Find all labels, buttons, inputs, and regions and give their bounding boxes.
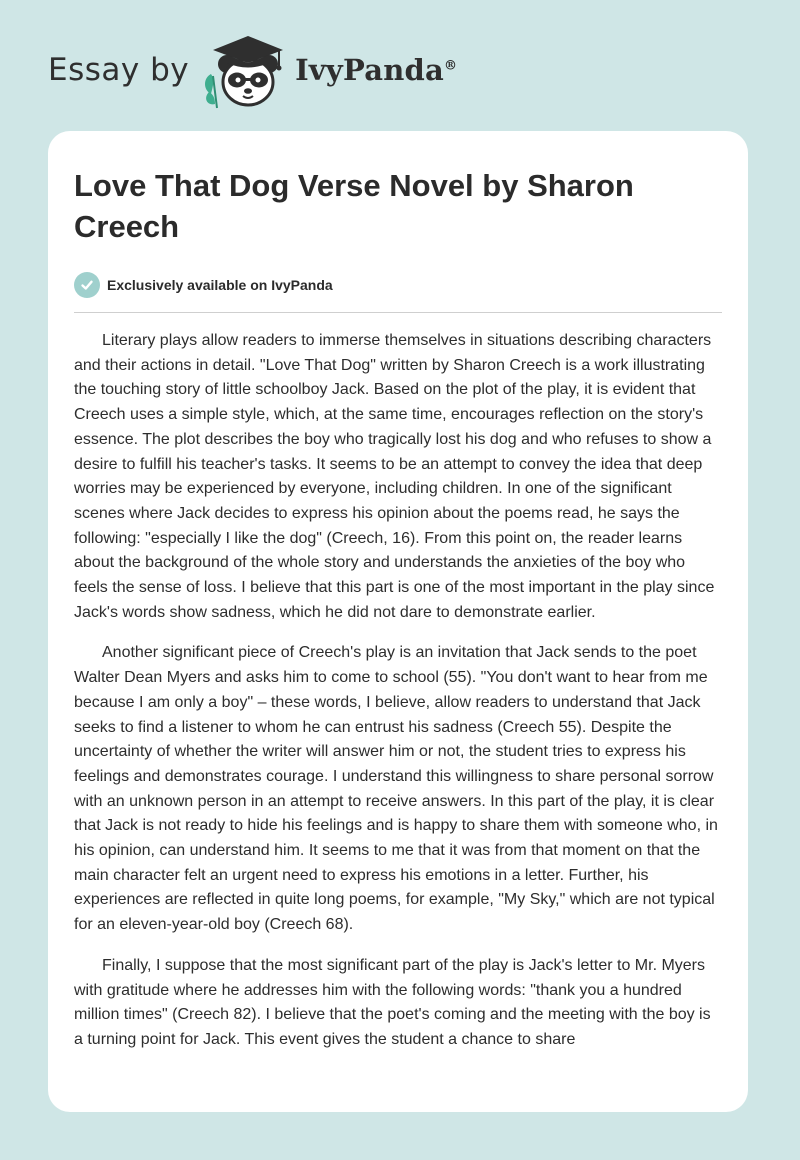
- divider: [74, 312, 722, 313]
- panda-graduate-icon[interactable]: [199, 30, 291, 110]
- paragraph-1: Literary plays allow readers to immerse themselves in situations describing characters and their actions in detail. "Love That Dog" written by Sharon Creech is a work illustrating the touching story of little schoolboy Jack. Based on the plot of the play, it is evident that Creech uses a simple style, which, at the same time, encourages reflection on the story's essence. The plot describes the boy who tragically lost his dog and who refuses to show a desire to fulfill his teacher's tasks. It seems to be an attempt to convey the idea that deep worries may be experienced by everyone, including children. In one of the significant scenes where Jack decides to express his opinion about the poems read, he says the following: "especially I like the dog" (Creech, 16). From this point on, the reader learns about the background of the whole story and understands the anxieties of the boy who feels the sense of loss. I believe that this part is one of the most important in the play since Jack's words show sadness, which he did not dare to demonstrate earlier.: [74, 332, 715, 621]
- brand-name[interactable]: [295, 53, 457, 87]
- paragraph-2: Another significant piece of Creech's play is an invitation that Jack sends to the poet Walter Dean Myers and asks him to come to school (55). "You don't want to hear from me because I am only a boy" – these words, I believe, allow readers to understand that Jack seeks to find a listener to whom he can entrust his sadness (Creech 55). Despite the uncertainty of whether the writer will answer him or not, the student tries to express his feelings and demonstrates courage. I understand this willingness to share personal sorrow with an unknown person in an attempt to receive answers. In this part of the play, it is clear that Jack is not ready to hide his feelings and is happy to share them with someone who, in his opinion, can understand him. It seems to me that it was from that moment on that the main character felt an urgent need to express his emotions in a letter. Further, his experiences are reflected in quite long poems, for example, "My Sky," which are not typical for an eleven-year-old boy (Creech 68).: [74, 644, 718, 934]
- registered-mark: ®: [443, 58, 458, 74]
- essay-title: Love That Dog Verse Novel by Sharon Creech: [74, 168, 634, 244]
- paragraph-3: Finally, I suppose that the most significant part of the play is Jack's letter to Mr. Myers with gratitude where he addresses him with the following words: "thank you a hundred million times" (Creech 82). I believe that the poet's coming and the meeting with the boy is a turning point for Jack. This event gives the student a chance to share: [74, 956, 711, 1048]
- site-header: [48, 30, 457, 110]
- exclusive-badge-text: Exclusively available on IvyPanda: [107, 277, 333, 293]
- brand-name-text: IvyPanda: [295, 53, 444, 87]
- exclusive-badge: [74, 272, 722, 298]
- check-icon: [74, 272, 100, 298]
- essay-by-label: Essay by: [48, 52, 190, 88]
- essay-card: [48, 131, 748, 1112]
